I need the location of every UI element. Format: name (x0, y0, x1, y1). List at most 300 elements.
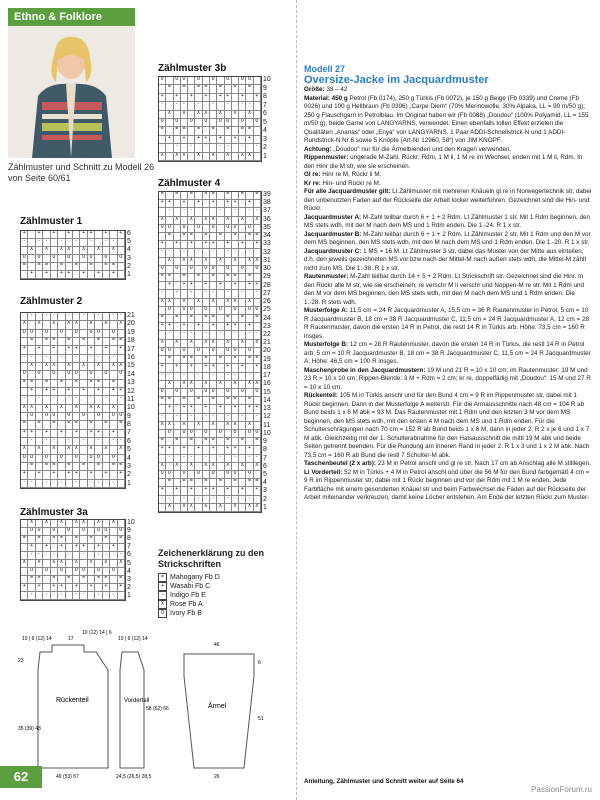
grid-cell: + (217, 282, 224, 290)
grid-cell (28, 471, 35, 479)
grid-cell (254, 77, 261, 85)
grid-cell: + (232, 136, 239, 144)
grid-cell (174, 225, 181, 233)
grid-cell: X (21, 405, 28, 413)
grid-cell: - (43, 438, 50, 446)
grid-cell: = (225, 127, 232, 135)
grid-cell (28, 421, 35, 429)
grid-cell (246, 414, 253, 422)
grid-cell: X (103, 446, 110, 454)
grid-cell (103, 592, 110, 600)
grid-cell: O (174, 119, 181, 127)
grid-cell: X (181, 153, 188, 161)
grid-cell: = (232, 356, 239, 364)
grid-cell: - (239, 290, 246, 298)
grid-cell (232, 102, 239, 110)
legend-label: Wasabi Fb C (170, 583, 211, 590)
grid-cell (203, 249, 210, 257)
grid-cell (43, 576, 50, 584)
grid-cell: O (118, 255, 125, 263)
grid-cell: = (43, 380, 50, 388)
grid-cell: + (95, 430, 102, 438)
grid-cell (95, 239, 102, 247)
legend-item (158, 582, 288, 591)
back-schematic (18, 630, 112, 780)
grid-cell (118, 247, 125, 255)
grid-cell: X (159, 422, 166, 430)
grid-cell (21, 568, 28, 576)
grid-cell (66, 239, 73, 247)
grid-cell: O (225, 266, 232, 274)
instruction-paragraph: Rückenteil: 105 M in Türkis anschl und für den Bund 4 cm = 9 R im Rippenmuster str, dabei mit 1 Rückr beginnen. Dann in der Musterfolge A weiterstr. Für die Armausschnitte nach 48 cm = 104 R ab Bund beids 1 x 6 M abk = 93 M. Das Rautenmuster mit 1 Rdm und den letzten 3 M vor dem MS beginnen, den MS stets wdh, mit den ersten 4 M nach dem MS und 1 Rdm enden. Für die Schulterschrägungen nach 70 cm = 152 R ab Bund beids 1 x 6 M, dann in jeder 2. R 2 x je 6 und 1 x 7 M abk. Gleichzeitig mit der 1. Schulterabnahme für den Halsausschnitt die mittl 19 M abk und beide Seiten getrennt beenden. Für die Rundung am inneren Rand in jeder 2. R 1 x 3 und 1 x 2 M abk. Nach 73,5 cm = 160 R ab Bund die restl 7 Schulter-M abk. (304, 392, 590, 459)
grid-cell: O (73, 330, 80, 338)
row-number: 33 (263, 240, 271, 248)
grid-cell: - (110, 438, 117, 446)
grid-cell: - (232, 496, 239, 504)
grid-cell: + (174, 364, 181, 372)
grid-cell (95, 231, 102, 239)
grid-cell (232, 241, 239, 249)
front-top-dim: 10 | 6 (12) 14 (118, 636, 148, 642)
grid-cell: O (188, 119, 195, 127)
grid-cell (36, 430, 43, 438)
grid-cell (73, 528, 80, 536)
row-number: 2 (127, 262, 131, 270)
grid-cell: + (246, 136, 253, 144)
grid-cell: + (203, 487, 210, 495)
grid-cell (254, 446, 261, 454)
grid-cell: - (188, 455, 195, 463)
grid-cell: - (80, 592, 87, 600)
grid-cell (103, 544, 110, 552)
grid-cell (43, 346, 50, 354)
grid-cell: = (188, 233, 195, 241)
grid-cell: + (232, 405, 239, 413)
grid-cell: X (254, 217, 261, 225)
grid-cell (246, 119, 253, 127)
grid-cell (80, 330, 87, 338)
row-number: 39 (263, 191, 271, 198)
grid-cell (43, 528, 50, 536)
grid-cell: + (103, 346, 110, 354)
grid-cell (166, 192, 173, 200)
grid-cell (43, 396, 50, 404)
grid-cell (21, 413, 28, 421)
grid-cell: X (110, 247, 117, 255)
grid-cell: O (110, 455, 117, 463)
grid-cell: + (203, 282, 210, 290)
row-number: 17 (127, 345, 135, 353)
grid-cell: O (195, 348, 202, 356)
grid-cell: - (28, 438, 35, 446)
grid-cell: - (232, 455, 239, 463)
row-number: 8 (127, 421, 131, 429)
grid-cell (58, 413, 65, 421)
grid-cell (36, 520, 43, 528)
grid-cell: = (232, 233, 239, 241)
grid-cell (239, 479, 246, 487)
grid-cell (103, 413, 110, 421)
grid-cell (195, 331, 202, 339)
grid-cell (73, 388, 80, 396)
grid-cell: + (203, 94, 210, 102)
grid-cell (36, 544, 43, 552)
grid-cell: = (159, 438, 166, 446)
grid-cell: = (110, 338, 117, 346)
grid-cell (239, 430, 246, 438)
front-right-dim: 58 (62) 66 (146, 706, 169, 712)
grid-cell (188, 397, 195, 405)
grid-cell (36, 380, 43, 388)
grid-cell (195, 340, 202, 348)
grid-cell (254, 422, 261, 430)
grid-cell: + (58, 544, 65, 552)
grid-cell: X (66, 247, 73, 255)
grid-cell (166, 389, 173, 397)
grid-cell (21, 576, 28, 584)
grid-cell: O (166, 471, 173, 479)
grid-cell: - (203, 455, 210, 463)
row-number: 11 (263, 421, 271, 429)
grid-cell: + (118, 584, 125, 592)
grid-cell: X (43, 247, 50, 255)
grid-cell (103, 438, 110, 446)
grid-cell: O (246, 225, 253, 233)
row-number: 13 (263, 405, 271, 413)
grid-cell: - (28, 592, 35, 600)
grid-cell: - (225, 249, 232, 257)
grid-cell (118, 455, 125, 463)
grid-cell (203, 153, 210, 161)
front-bottom-dim: 24,5 (26,5) 28,5 (116, 774, 152, 780)
grid-cell (80, 355, 87, 363)
grid-cell (36, 455, 43, 463)
grid-cell: X (203, 111, 210, 119)
grid-cell: X (181, 258, 188, 266)
grid-cell (239, 504, 246, 512)
grid-cell: = (36, 263, 43, 271)
grid-cell: + (58, 271, 65, 279)
grid-cell: + (225, 200, 232, 208)
grid-cell (58, 528, 65, 536)
grid-cell: - (195, 102, 202, 110)
grid-cell (210, 94, 217, 102)
grid-cell (51, 480, 58, 488)
grid-cell (80, 430, 87, 438)
grid-cell: = (246, 397, 253, 405)
grid-cell: X (73, 520, 80, 528)
grid-cell: = (166, 85, 173, 93)
grid-cell (80, 396, 87, 404)
grid-cell: - (210, 373, 217, 381)
grid-cell: O (80, 413, 87, 421)
grid-cell: - (36, 552, 43, 560)
grid-cell (188, 111, 195, 119)
grid-cell (181, 364, 188, 372)
grid-cell: X (210, 217, 217, 225)
grid-cell (166, 438, 173, 446)
grid-cell: O (66, 413, 73, 421)
row-number: 1 (263, 152, 267, 160)
grid-cell: + (36, 471, 43, 479)
grid-cell: + (217, 94, 224, 102)
grid-cell (232, 389, 239, 397)
grid-cell: O (110, 568, 117, 576)
grid-cell: + (210, 487, 217, 495)
grid-cell: + (80, 271, 87, 279)
grid-cell: X (174, 463, 181, 471)
grid-cell (181, 192, 188, 200)
grid-cell (239, 233, 246, 241)
grid-cell: - (110, 313, 117, 321)
grid-cell: O (217, 430, 224, 438)
grid-cell (217, 153, 224, 161)
grid-cell (239, 397, 246, 405)
grid-cell (210, 405, 217, 413)
grid-cell (239, 299, 246, 307)
grid-cell: X (225, 422, 232, 430)
grid-cell: - (239, 102, 246, 110)
grid-cell (232, 153, 239, 161)
grid-cell: + (73, 544, 80, 552)
grid-cell: + (159, 446, 166, 454)
grid-cell: O (210, 389, 217, 397)
grid-cell (239, 356, 246, 364)
grid-cell: + (103, 584, 110, 592)
grid-cell: + (159, 241, 166, 249)
grid-cell (58, 471, 65, 479)
grid-cell: + (51, 388, 58, 396)
grid-cell: + (246, 282, 253, 290)
grid-cell (210, 479, 217, 487)
back-left-dim-2: 35 (39) 43 (18, 726, 41, 732)
grid-cell: X (28, 247, 35, 255)
grid-cell (118, 271, 125, 279)
grid-cell: = (232, 85, 239, 93)
row-number: 6 (127, 230, 131, 237)
woman-in-jacquard-jacket-image (8, 26, 135, 158)
grid-cell: X (203, 504, 210, 512)
grid-cell (88, 338, 95, 346)
grid-cell (110, 231, 117, 239)
instruction-paragraph: Kr re: Hin- und Rückr re M. (304, 179, 381, 187)
grid-cell: O (232, 471, 239, 479)
grid-cell (195, 504, 202, 512)
grid-cell: - (66, 313, 73, 321)
grid-cell: - (217, 331, 224, 339)
grid-cell (203, 274, 210, 282)
grid-cell (195, 208, 202, 216)
grid-cell (66, 405, 73, 413)
grid-cell (188, 496, 195, 504)
grid-cell: X (28, 520, 35, 528)
grid-cell: O (203, 266, 210, 274)
grid-cell (246, 241, 253, 249)
grid-cell: = (203, 85, 210, 93)
grid-cell: X (203, 381, 210, 389)
grid-cell (188, 85, 195, 93)
grid-cell: + (166, 405, 173, 413)
grid-cell: + (181, 405, 188, 413)
grid-cell (159, 111, 166, 119)
grid-cell: + (195, 446, 202, 454)
grid-cell: = (66, 421, 73, 429)
grid-cell: = (188, 315, 195, 323)
grid-cell (36, 413, 43, 421)
grid-cell (232, 144, 239, 152)
grid-cell (36, 388, 43, 396)
grid-cell (51, 263, 58, 271)
grid-cell: + (118, 471, 125, 479)
grid-cell: X (174, 217, 181, 225)
grid-cell: = (188, 192, 195, 200)
grid-cell: X (159, 299, 166, 307)
grid-cell: = (203, 192, 210, 200)
grid-cell (188, 225, 195, 233)
grid-cell: X (225, 217, 232, 225)
chart-3b-title: Zählmuster 3b (158, 63, 227, 74)
grid-cell (210, 85, 217, 93)
grid-cell (88, 528, 95, 536)
grid-cell (174, 446, 181, 454)
grid-cell: - (159, 414, 166, 422)
grid-cell: X (188, 340, 195, 348)
grid-cell (181, 463, 188, 471)
grid-cell: X (166, 299, 173, 307)
grid-cell: - (28, 552, 35, 560)
grid-cell: O (95, 568, 102, 576)
grid-cell (203, 77, 210, 85)
grid-cell: + (232, 323, 239, 331)
grid-cell (66, 544, 73, 552)
grid-cell: + (203, 364, 210, 372)
grid-cell (166, 414, 173, 422)
grid-cell: X (51, 363, 58, 371)
grid-cell (73, 413, 80, 421)
grid-cell: X (166, 258, 173, 266)
grid-cell (103, 568, 110, 576)
grid-cell: = (195, 274, 202, 282)
grid-cell (254, 85, 261, 93)
grid-cell (51, 592, 58, 600)
grid-cell: = (239, 438, 246, 446)
grid-cell: + (103, 471, 110, 479)
grid-cell (80, 380, 87, 388)
grid-cell (195, 307, 202, 315)
grid-cell (217, 471, 224, 479)
grid-cell: X (80, 247, 87, 255)
row-number: 3 (127, 254, 131, 262)
row-number: 10 (263, 429, 271, 437)
grid-cell (239, 200, 246, 208)
grid-cell: X (195, 111, 202, 119)
grid-cell (195, 463, 202, 471)
grid-cell (181, 94, 188, 102)
grid-cell: = (80, 338, 87, 346)
row-number: 23 (263, 322, 271, 330)
grid-cell: = (203, 479, 210, 487)
grid-cell (166, 217, 173, 225)
grid-cell: - (254, 290, 261, 298)
grid-cell: = (217, 85, 224, 93)
grid-cell (217, 422, 224, 430)
grid-cell: = (58, 380, 65, 388)
grid-cell: + (254, 364, 261, 372)
grid-cell: - (58, 480, 65, 488)
grid-cell (66, 455, 73, 463)
grid-cell: X (195, 299, 202, 307)
grid-cell (239, 274, 246, 282)
grid-cell (225, 233, 232, 241)
grid-cell (217, 340, 224, 348)
grid-cell: O (181, 225, 188, 233)
grid-cell: = (159, 192, 166, 200)
grid-cell: X (21, 446, 28, 454)
grid-cell: X (88, 405, 95, 413)
grid-cell: + (66, 471, 73, 479)
grid-cell: = (174, 192, 181, 200)
grid-cell: = (88, 421, 95, 429)
grid-cell: X (188, 463, 195, 471)
row-number: 5 (127, 559, 131, 567)
front-label: Vorderteil (124, 698, 150, 704)
grid-cell: - (28, 480, 35, 488)
grid-cell: X (159, 217, 166, 225)
grid-cell (66, 330, 73, 338)
grid-cell (66, 536, 73, 544)
grid-cell (239, 307, 246, 315)
grid-cell: - (36, 396, 43, 404)
grid-cell (210, 233, 217, 241)
grid-cell (232, 340, 239, 348)
grid-cell: = (239, 192, 246, 200)
grid-cell (254, 200, 261, 208)
grid-cell (95, 421, 102, 429)
grid-cell (188, 249, 195, 257)
grid-cell: O (239, 266, 246, 274)
grid-cell (174, 208, 181, 216)
grid-cell (254, 496, 261, 504)
grid-cell: O (43, 568, 50, 576)
grid-cell: X (159, 463, 166, 471)
grid-cell: X (174, 153, 181, 161)
grid-cell (217, 241, 224, 249)
grid-cell (217, 290, 224, 298)
grid-cell: = (51, 421, 58, 429)
grid-cell (254, 136, 261, 144)
grid-cell: O (21, 330, 28, 338)
grid-cell: - (188, 208, 195, 216)
grid-cell: X (66, 446, 73, 454)
grid-cell (51, 271, 58, 279)
grid-cell: O (225, 389, 232, 397)
grid-cell: X (51, 321, 58, 329)
row-number: 2 (263, 144, 267, 152)
grid-cell (225, 455, 232, 463)
grid-cell: = (181, 397, 188, 405)
grid-cell: - (66, 396, 73, 404)
grid-cell (88, 413, 95, 421)
grid-cell: - (217, 455, 224, 463)
grid-cell (188, 136, 195, 144)
grid-cell: O (43, 455, 50, 463)
grid-cell (239, 323, 246, 331)
row-number: 21 (127, 312, 135, 319)
grid-cell: O (225, 225, 232, 233)
grid-cell (36, 405, 43, 413)
grid-cell: - (21, 355, 28, 363)
grid-cell: - (203, 144, 210, 152)
